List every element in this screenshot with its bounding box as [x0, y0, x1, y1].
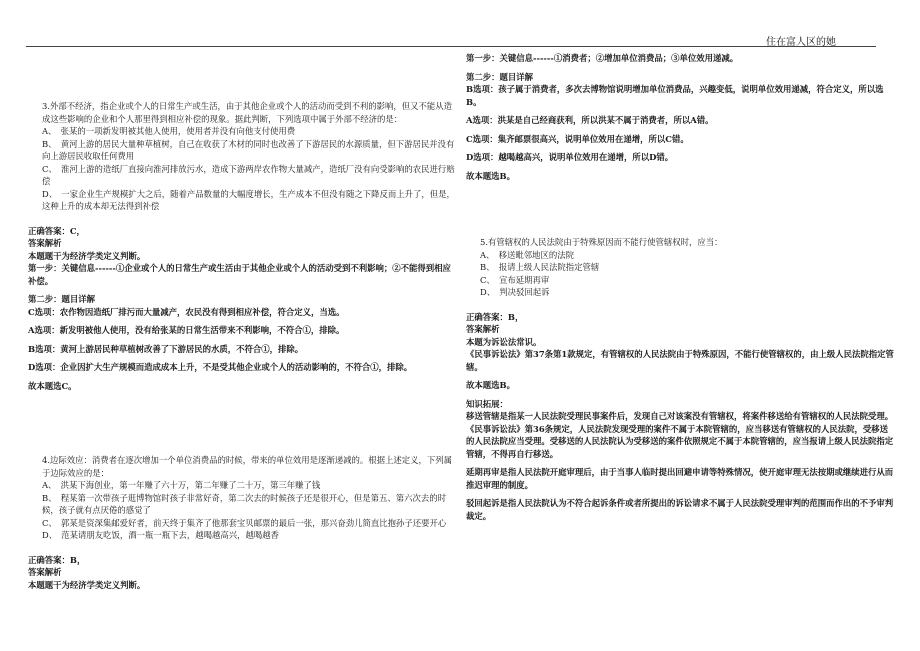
question-3-step-2: 第二步：题目详解 [28, 294, 95, 304]
question-3-option-b-analysis: B选项：黄河上游居民种草植树改善了下游居民的水质，不符合①，排除。 [28, 343, 304, 354]
question-4-analysis-label: 答案解析 [28, 567, 62, 577]
question-3-option-b: B、 黄河上游的居民大量种草植树，自己在收获了木材的同时也改善了下游居民的水源质量，但下游居民并没有向上游居民收取任何费用 [42, 138, 455, 161]
question-5-analysis-label: 答案解析 [466, 324, 500, 334]
question-4-step-2: 第二步：题目详解 [466, 71, 533, 82]
question-4-analysis-intro: 本题题干为经济学类定义判断。 [28, 579, 146, 590]
question-5-conclusion: 故本题选B。 [466, 380, 515, 390]
question-5-analysis-intro: 本题为诉讼法常识。 [466, 336, 542, 347]
question-5-option-a: A、 移送毗邻地区的法院 [480, 249, 574, 260]
question-3 [28, 100, 456, 392]
question-5-answer: 正确答案：B， [466, 311, 524, 322]
question-3-option-a: A、 张某的一项新发明被其他人使用，使用者并没有向他支付使用费 [42, 126, 296, 136]
question-4-stem: 4.边际效应：消费者在逐次增加一个单位消费品的时候，带来的单位效用是逐渐递减的。根据上述定义，下列属于边际效应的是： [42, 455, 452, 478]
question-3-stem: 3.外部不经济，指企业或个人的日常生产或生活，由于其他企业或个人的活动而受到不利的影响，但又不能从造成这些影响的企业和个人那里得到相应补偿的现象。据此判断，下列选项中属于外部不经济的是： [42, 101, 452, 124]
question-3-analysis-label: 答案解析 [28, 238, 62, 248]
question-3-option-c: C、 淮河上游的造纸厂直接向淮河排放污水，造成下游两岸农作物大量减产，造纸厂没有向受影响的农民进行赔偿 [42, 163, 455, 186]
header-title: 住在富人区的她 [766, 37, 836, 48]
question-5-stem: 5.有管辖权的人民法院由于特殊原因而不能行使管辖权时，应当： [480, 237, 723, 247]
question-3-option-a-analysis: A选项：新发明被他人使用，没有给张某的日常生活带来不利影响，不符合①，排除。 [28, 325, 345, 335]
left-column [28, 52, 456, 591]
question-4-step-1: 第一步：关键信息------①消费者；②增加单位消费品；③单位效用递减。 [466, 53, 739, 63]
question-4-conclusion: 故本题选B。 [466, 170, 515, 181]
question-5-extension-dismiss: 驳回起诉是指人民法院认为不符合起诉条件或者所提出的诉讼请求不属于人民法院受理审判的范围而作出的不予审判裁定。 [466, 498, 894, 521]
question-5-extension-postpone: 延期再审是指人民法院开庭审理后，由于当事人临时提出回避申请等特殊情况，使开庭审理无法按期或继续进行从而推迟审理的制度。 [466, 467, 894, 490]
question-4 [28, 454, 456, 591]
question-3-analysis-intro: 本题题干为经济学类定义判断。 [28, 250, 146, 261]
question-4-option-c: C、 郭某是资深集邮爱好者，前天终于集齐了他那套宝贝邮票的最后一张，那兴奋劲儿简直比抱孙子还要开心 [42, 517, 447, 528]
right-column [466, 52, 894, 522]
question-3-option-d-analysis: D选项：企业因扩大生产规模而造成成本上升，不是受其他企业或个人的活动影响的，不符合①，排除。 [28, 362, 413, 372]
question-5-option-c: C、 宣布延期再审 [480, 274, 550, 285]
question-4-option-d: D、 范某请朋友吃饭，酒一瓶一瓶下去，越喝越高兴，越喝越香 [42, 530, 280, 540]
question-3-option-c-analysis: C选项：农作物因造纸厂排污而大量减产，农民没有得到相应补偿，符合定义，当选。 [28, 306, 345, 317]
question-4-option-b: B、 程某第一次带孩子逛博物馆时孩子非常好奇，第二次去的时候孩子还是很开心，但是第五、第六次去的时候，孩子就有点厌倦的感觉了 [42, 492, 446, 515]
question-5-option-d: D、 判决驳回起诉 [480, 287, 550, 297]
question-5-extension-label: 知识拓展： [466, 398, 508, 409]
question-4-option-c-analysis: C选项：集齐邮票很高兴，说明单位效用在递增，所以C错。 [466, 133, 689, 144]
question-4-option-d-analysis: D选项：越喝越高兴，说明单位效用在递增，所以D错。 [466, 152, 674, 162]
header-divider [26, 46, 876, 47]
question-5-extension-transfer: 移送管辖是指某一人民法院受理民事案件后，发现自己对该案没有管辖权，将案件移送给有管辖权的人民法院受理。《民事诉讼法》第36条规定，人民法院发现受理的案件不属于本院管辖的，应当移送有管辖权的人民法院，受移送的人民法院应当受理。受移送的人民法院认为受移送的案件依照规定不属于本院管辖的，应当报请上级人民法院指定管辖，不得再自行移送。 [466, 411, 894, 459]
question-3-answer: 正确答案：C， [28, 225, 85, 236]
question-4-option-a: A、 洪某下海创业，第一年赚了六十万，第二年赚了二十万，第三年赚了钱 [42, 480, 321, 490]
question-4-continued [466, 52, 894, 182]
question-5-option-b: B、 报请上级人民法院指定管辖 [480, 262, 600, 272]
question-4-option-b-analysis: B选项：孩子属于消费者，多次去博物馆说明增加单位消费品，兴趣变低，说明单位效用递减，符合定义，所以选B。 [466, 84, 884, 107]
question-4-answer: 正确答案：B， [28, 554, 86, 565]
page-header [0, 0, 920, 48]
question-4-option-a-analysis: A选项：洪某是自己经商获利，所以洪某不属于消费者，所以A错。 [466, 115, 714, 125]
question-5 [466, 236, 894, 522]
question-3-step-1: 第一步：关键信息------①企业或个人的日常生产或生活由于其他企业或个人的活动受到不利影响；②不能得到相应补偿。 [28, 263, 451, 286]
question-3-conclusion: 故本题选C。 [28, 380, 77, 391]
question-5-law: 《民事诉讼法》第37条第1款规定，有管辖权的人民法院由于特殊原因，不能行使管辖权的，由上级人民法院指定管辖。 [466, 349, 894, 372]
question-3-option-d: D、 一家企业生产规模扩大之后，随着产品数量的大幅度增长，生产成本不但没有随之下降反而上升了，但是，这种上升的成本却无法得到补偿 [42, 188, 455, 211]
